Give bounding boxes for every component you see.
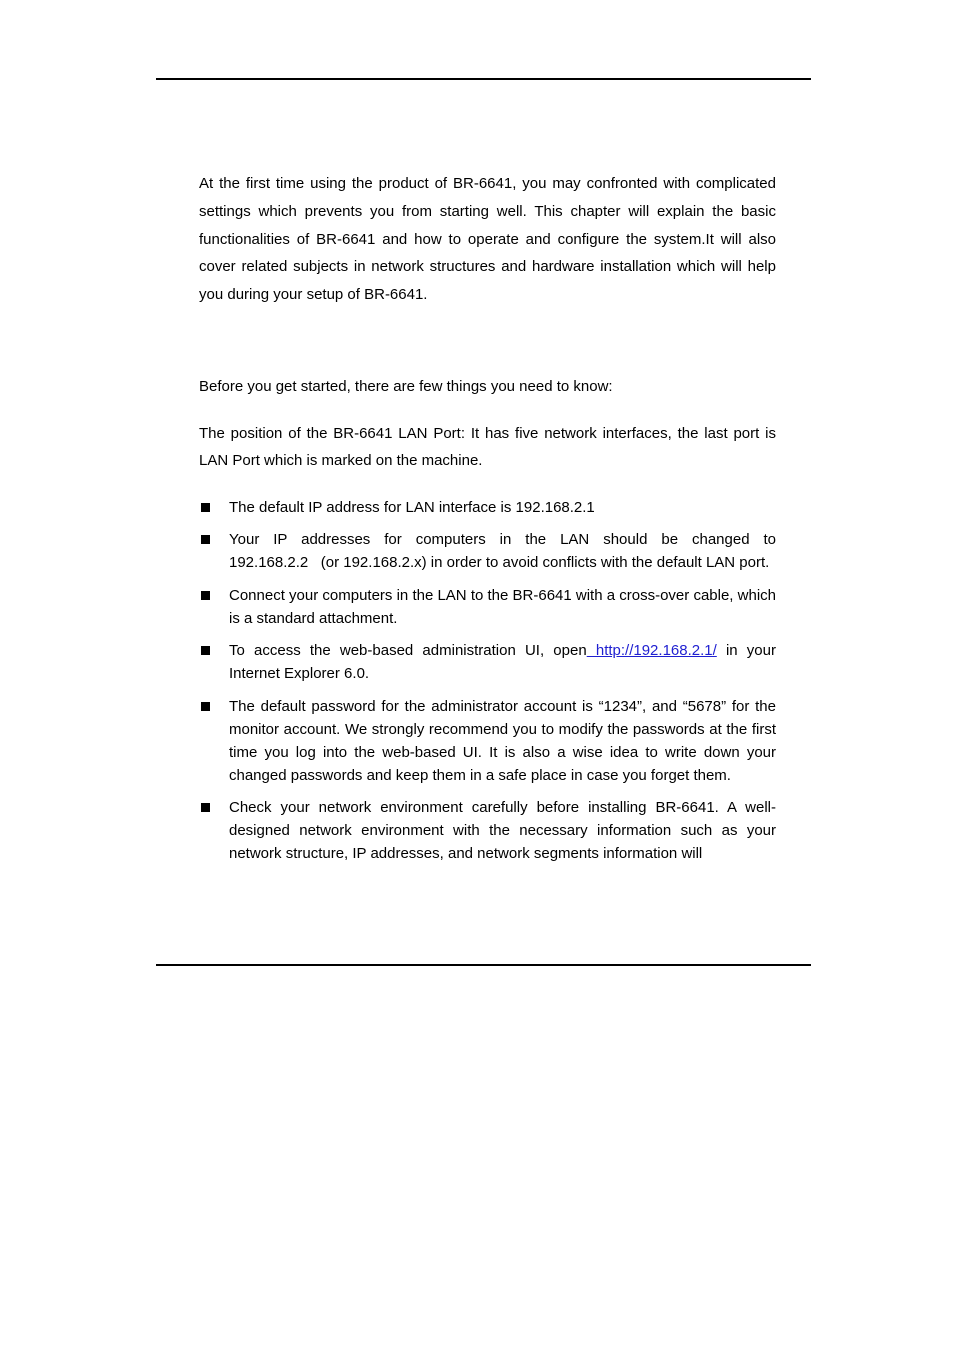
lan-port-position-text: The position of the BR-6641 LAN Port: It has five network interfaces, the last port is LAN Port which is marked on the machine. xyxy=(199,425,776,469)
list-item-text-before-link: To access the web-based administration UI, open xyxy=(229,642,587,660)
square-bullet-icon xyxy=(201,503,210,512)
list-item xyxy=(199,639,776,685)
square-bullet-icon xyxy=(201,646,210,655)
list-item-text: The default IP address for LAN interface is 192.168.2.1 xyxy=(229,499,595,516)
requirements-list xyxy=(199,496,776,874)
admin-ui-link[interactable]: http://192.168.2.1/ xyxy=(586,642,717,660)
list-item xyxy=(199,796,776,865)
list-item xyxy=(199,695,776,787)
square-bullet-icon xyxy=(201,535,210,544)
list-item xyxy=(199,528,776,574)
list-item-text: Connect your computers in the LAN to the BR-6641 with a cross-over cable, which is a standard attachment. xyxy=(229,586,776,627)
list-item xyxy=(199,584,776,630)
square-bullet-icon xyxy=(201,803,210,812)
list-item-text: Check your network environment carefully before installing BR-6641. A well-designed network environment with the necessary information such as your network structure, IP addresses, and network segments information will xyxy=(229,798,776,862)
before-you-start-text: Before you get started, there are few things you need to know: xyxy=(199,378,613,395)
page-content xyxy=(199,170,776,862)
list-item-text: Your IP addresses for computers in the LAN should be changed to 192.168.2.2 (or 192.168.2.x) in order to avoid conflicts with the default LAN port. xyxy=(229,531,776,572)
list-item-text-after-link: in your Internet Explorer 6.0. xyxy=(229,642,776,683)
square-bullet-icon xyxy=(201,591,210,600)
list-item xyxy=(199,496,776,519)
footer-rule xyxy=(156,964,811,966)
header-rule xyxy=(156,78,811,80)
intro-paragraph: At the first time using the product of BR-6641, you may confronted with complicated settings which prevents you from starting well. This chapter will explain the basic functionalities of BR-6641 and how to operate and configure the system.It will also cover related subjects in network structures and hardware installation which will help you during your setup of BR-6641. xyxy=(199,175,776,304)
square-bullet-icon xyxy=(201,702,210,711)
list-item-text: The default password for the administrator account is “1234”, and “5678” for the monitor account. We strongly recommend you to modify the passwords at the first time you log into the web-based UI. It is also a wise idea to write down your changed passwords and keep them in a safe place in case you forget them. xyxy=(229,697,776,784)
